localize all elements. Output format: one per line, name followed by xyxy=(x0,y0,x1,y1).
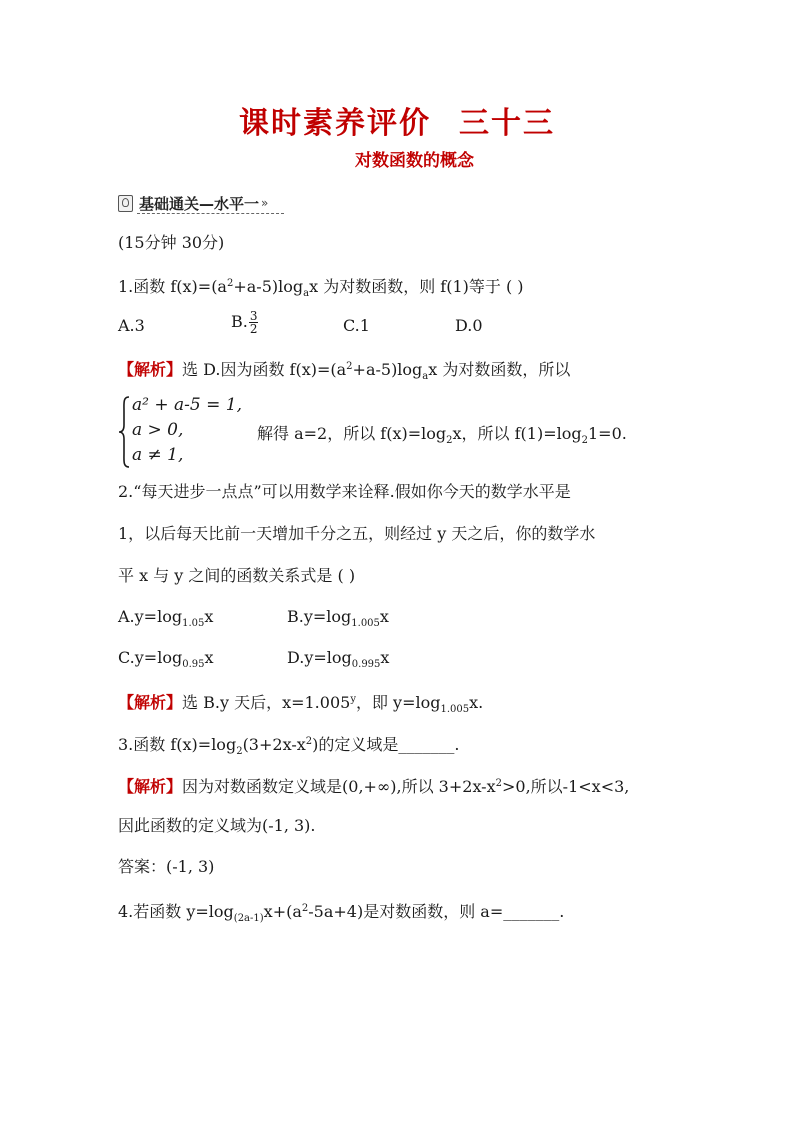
q2-option-d: $D.y=\log_{0.995}x$ xyxy=(287,648,390,670)
title-part1: 课时素养评价 xyxy=(239,106,431,141)
left-brace xyxy=(118,395,132,469)
question-1: 1.函数 $f(x)=(a^2+a-5)\log_ax$ 为对数函数，则 f(1)等于 ( ) xyxy=(118,277,524,299)
q3-analysis-line-2: 因此函数的定义域为(-1, 3). xyxy=(118,816,316,835)
lightbulb-icon xyxy=(118,195,133,212)
system-eq-3: a ≠ 1, xyxy=(132,445,184,465)
page-subtitle: 对数函数的概念 xyxy=(355,151,474,171)
q1-option-d: D.0 xyxy=(455,316,483,335)
q3-answer: 答案：(-1, 3) xyxy=(118,857,215,876)
q2-option-a: $A.y=\log_{1.05}x$ xyxy=(118,607,214,629)
section-header xyxy=(118,192,268,214)
q1-option-b: B. $\frac{3}{2}$ xyxy=(231,309,258,336)
page-title xyxy=(0,98,794,142)
analysis-tag: 【解析】 xyxy=(118,777,183,796)
question-2-line-2: 1，以后每天比前一天增加千分之五，则经过 y 天之后，你的数学水 xyxy=(118,524,596,543)
system-eq-2: a > 0, xyxy=(132,420,184,440)
analysis-tag: 【解析】 xyxy=(118,693,183,712)
question-2-line-1: 2.“每天进步一点点”可以用数学来诠释.假如你今天的数学水平是 xyxy=(118,482,571,501)
double-chevron-icon: » xyxy=(261,196,269,210)
question-2-line-3: 平 x 与 y 之间的函数关系式是 ( ) xyxy=(118,566,356,585)
q1-option-a: A.3 xyxy=(118,316,145,335)
system-eq-1: a² + a-5 = 1, xyxy=(132,395,242,415)
question-4: 4.若函数 $y=\log_{(2a-1)}x+(a^2-5a+4)$是对数函数，则 a=_______. xyxy=(118,902,565,924)
section-underline xyxy=(137,213,284,214)
q1-option-c: C.1 xyxy=(343,316,370,335)
analysis-tag: 【解析】 xyxy=(118,360,183,379)
q2-option-b: $B.y=\log_{1.005}x$ xyxy=(287,607,389,629)
q1-solution: 解得 a=2，所以 $f(x)=\log_2x$，所以 $f(1)=\log_21=0$. xyxy=(257,424,627,446)
time-note: (15分钟 30分) xyxy=(118,233,225,252)
question-3: 3.函数 $f(x)=\log_2(3+2x-x^2)$的定义域是_______. xyxy=(118,735,460,757)
section-label: 基础通关—水平一 xyxy=(139,194,260,213)
q2-option-c: $C.y=\log_{0.95}x$ xyxy=(118,648,214,670)
fraction: $\frac{3}{2}$ xyxy=(249,309,258,336)
q1-analysis: 【解析】选 D.因为函数 $f(x)=(a^2+a-5)\log_ax$ 为对数函数，所以 xyxy=(118,360,571,382)
q3-analysis: 【解析】因为对数函数定义域是(0,+∞),所以 $3+2x-x^2>0$,所以-1<x<3, xyxy=(118,777,630,796)
title-part2: 三十三 xyxy=(459,106,555,141)
q2-analysis: 【解析】选 B.y 天后，$x=1.005^y$，即 $y=\log_{1.005}x$. xyxy=(118,693,484,715)
equation-system xyxy=(118,395,258,469)
